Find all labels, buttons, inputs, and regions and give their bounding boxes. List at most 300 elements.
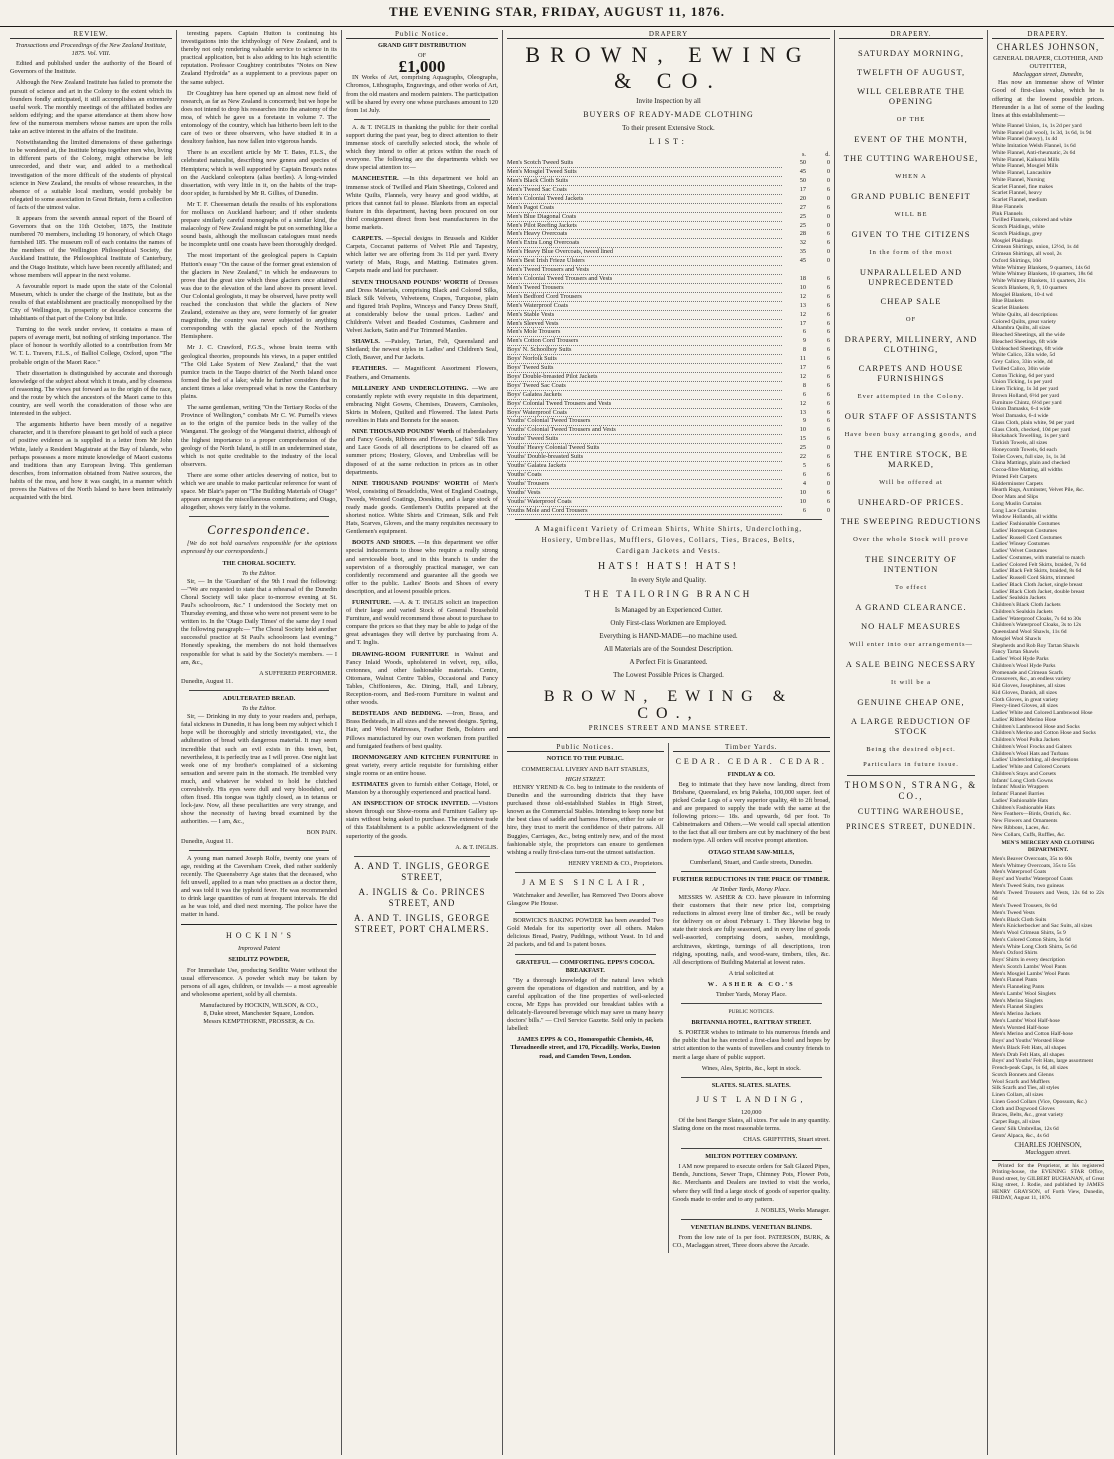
sale-announcement bbox=[839, 48, 983, 770]
hats-sub: In every Style and Quality. bbox=[630, 576, 707, 585]
brown-ewing-footer: BROWN, EWING & CO., bbox=[543, 687, 794, 722]
list-title: LIST: bbox=[649, 137, 688, 147]
johnson-item: Linen Ticking, 1s 3d per yard bbox=[992, 386, 1059, 393]
johnson-item: Cotton Ticking, 6d per yard bbox=[992, 372, 1054, 379]
sale-line: To effect bbox=[894, 584, 928, 592]
johnson-item: White Flannel (all wool), 1s 3d, 1s 6d, 1s 9d bbox=[992, 129, 1092, 136]
johnson-item: Men's Drab Felt Hats, all shapes bbox=[992, 1051, 1065, 1058]
hats: HATS! HATS! HATS! bbox=[597, 561, 739, 573]
buyers: BUYERS OF READY-MADE CLOTHING bbox=[583, 110, 754, 120]
johnson-item: Mosgiel Blankets, 10-4 wd bbox=[992, 291, 1053, 298]
asher-body: MESSRS W. ASHER & CO. have pleasure in informing their customers that their new price list, comprising reductions in almost every line of timber &c., will be ready for delivery on or about February 1. They likewise beg to state their stock are fully seasoned, and in every line of goods well-assorted, comprising doors, sashes, mouldings, architraves, skirtings, turnings of all descriptions, iron ridging, spouting, nails, and wood-ware, timbers, tiles, &c. All descriptions of Building Material at lowest rates. bbox=[672, 893, 830, 966]
letter-title: ADULTERATED BREAD. bbox=[222, 694, 296, 702]
johnson-item: Children's Wool Hats and Turbans bbox=[992, 750, 1069, 757]
review-paragraph: There are some other articles deserving of notice, but to which we are unable to make particular reference for want of space. Mr Blair's paper on "The Building Materials of Otago" appears amongst the miscellaneous contributions; and Otago, altogether, shows very fairly in the volume. bbox=[181, 471, 337, 512]
review-paragraph: The arguments hitherto have been mostly of a negative character, and it is therefore pleasant to get hold of such a piece of positive evidence as is supplied in a letter from Mr John White, lately a Resident Magistrate at the Bay of Islands, who perhaps possesses a more minute knowledge of Maori customs and traditions than any European living. This gentleman describes, from information obtained from Native sources, the habits of the moa, and how it was caught, in a manner which proves the Natives of the North Island to have been intimately acquainted with the bird. bbox=[10, 421, 172, 502]
hotel-sign: Wines, Ales, Spirits, &c., kept in stock. bbox=[701, 1064, 801, 1072]
sale-line: Will be offered at bbox=[879, 479, 943, 487]
stables-sign: HENRY YREND & CO., Proprietors. bbox=[568, 859, 664, 867]
sale-line: WILL BE bbox=[894, 211, 928, 219]
timber-head: Timber Yards. bbox=[673, 743, 831, 752]
hockin-maker: Manufactured by HOCKIN, WILSON, & CO., bbox=[199, 1001, 319, 1009]
sale-line: EVENT OF THE MONTH, bbox=[854, 134, 968, 145]
price-row: Men's Extra Long Overcoats 32 6 bbox=[507, 239, 830, 247]
hockin-name: H O C K I N ' S bbox=[226, 931, 292, 941]
johnson-item: White Quilts, all descriptions bbox=[992, 311, 1058, 318]
hockin-desc: For Immediate Use, producing Seidlitz Water without the usual effervescence. A powder which may be taken by persons of all ages, children, or invalids — a most agreeable and wholesome aperient, sold by all chemists. bbox=[181, 966, 337, 998]
department: DRAWING-ROOM FURNITURE in Walnut and Fancy Inlaid Woods, upholstered in velvet, rep, silks, cretonnes, and other fashionable materials. Centre, Ottomans, Walnut Centre Tables, Occasional and Fancy Tables, Chiffonieres, &c. Dining, Hall, and Library, Reception-room, and Bed-room Furniture in walnut and other woods. bbox=[346, 650, 498, 707]
inglis-signature: A. & T. INGLIS. bbox=[455, 843, 498, 851]
johnson-item: Kid Gloves, Josephines, all sizes bbox=[992, 683, 1066, 690]
price-row: Youths' Galatea Jackets 5 6 bbox=[507, 462, 830, 469]
brown-ewing-title: BROWN, EWING & CO. bbox=[525, 42, 812, 94]
column-drapery bbox=[503, 30, 835, 1455]
johnson-item: New Flowers and Ornaments bbox=[992, 818, 1058, 825]
johnson-item: Union Ticking, 1s per yard bbox=[992, 379, 1053, 386]
epps-sign: JAMES EPPS & CO., Homœopathic Chemists, 48, Threadneedle street, and 170, Piccadilly. Works, Euston road, and Camden Town, London. bbox=[510, 1036, 661, 1060]
johnson-item: Ladies' Wool Hyde Parks bbox=[992, 656, 1049, 663]
price-row: Men's Mosgiel Tweed Suits 45 0 bbox=[507, 168, 830, 176]
johnson-item: White Whitney Blankets, 9 quarters, 14s 6d bbox=[992, 264, 1090, 271]
sale-line: THE ENTIRE STOCK, BE MARKED, bbox=[854, 449, 968, 470]
johnson-item: Glass Cloth, plain white, 9d per yard bbox=[992, 419, 1075, 426]
johnson-item: Mosgiel Plaidings bbox=[992, 237, 1033, 244]
johnson-item: Ladies' Ribbed Merino Hose bbox=[992, 716, 1057, 723]
notice-title: NOTICE TO THE PUBLIC. bbox=[546, 754, 624, 762]
department: NINE THOUSAND POUNDS' Worth of Haberdashery and Fancy Goods, Ribbons and Flowers, Ladies' Silk Ties and Lace Goods of all descriptions to be cleared off as summer prices; Hosiery, Gloves, and Umbrellas will be disposed of at the same reduction in prices as in other departments. bbox=[346, 428, 498, 476]
johnson-item: Fancy Tartan Shawls bbox=[992, 649, 1039, 656]
johnson-item: Ladies' Sealskin Jackets bbox=[992, 595, 1046, 602]
price-row: Youths' Waterproof Coats 10 6 bbox=[507, 497, 830, 505]
johnson-item: Door Mats and Slips bbox=[992, 494, 1039, 501]
department: MILLINERY AND UNDERCLOTHING. —We are constantly replete with every requisite in this department, embracing Night Gowns, Chemises, Drawers, Camisoles, Skirts in Moleen, Quilted and Flowered. The latest Paris novelties in Hats and Bonnets for the season. bbox=[346, 384, 498, 425]
johnson-item: Scotch Blankets, 8, 9, 10 quarters bbox=[992, 284, 1068, 291]
sale-line: SATURDAY MORNING, bbox=[857, 48, 965, 59]
johnson-item: Men's Merino Singlets bbox=[992, 997, 1043, 1004]
johnson-item: Men's Flannel Pants bbox=[992, 977, 1038, 984]
price-row: Men's Tweed Trousers 10 6 bbox=[507, 283, 830, 291]
price-row: Boys' N. Schoolboy Suits 8 6 bbox=[507, 346, 830, 354]
review-paragraph: There is an excellent article by Mr T. Bates, F.L.S., the celebrated naturalist, describing new genera and species of Hemiptera; which is well supported by Captain Broun's notes on the Auckland coleoptera (alias beetles). A long-winded dissertation, with very little in it, on the habits of the trap-door spider, is furnished by Mr R. Gillies, of Dunedin. bbox=[181, 149, 337, 197]
johnson-item: Children's Sealskin Jackets bbox=[992, 608, 1053, 615]
epps-title: GRATEFUL — COMFORTING. EPPS'S COCOA. BREAKFAST. bbox=[515, 958, 655, 974]
johnson-item: Men's Lambs' Wool Half-hose bbox=[992, 1017, 1060, 1024]
price-row: Men's Best Irish Frieze Ulsters 45 0 bbox=[507, 257, 830, 265]
johnson-item: Unbleached Sheetings, 6ft wide bbox=[992, 345, 1064, 352]
johnson-item: Boys' and Youths' Felt Hats, large assortment bbox=[992, 1058, 1094, 1065]
columns bbox=[6, 30, 1108, 1455]
lower-right-notices bbox=[669, 743, 831, 1254]
sale-line: A GRAND CLEARANCE. bbox=[855, 602, 967, 613]
price-row: Youths' Double-breasted Suits 22 6 bbox=[507, 453, 830, 461]
johnson-item: Linen Collars, all sizes bbox=[992, 1092, 1044, 1099]
johnson-item: Boys' and Youths' Worsted Hose bbox=[992, 1038, 1065, 1045]
johnson-item: Men's Wool Crimean Shirts, 5s 9 bbox=[992, 930, 1066, 937]
review-continued: teresting papers. Captain Hutton is continuing his investigations into the ichthyology of New Zealand, and is thereby not only rendering valuable service to science in its practical application, but is also adding to his high scientific reputation. Professor Coughtrey contributes "Notes on New Zealand Hydroida" as a supplement to a previous paper on the same subject. bbox=[181, 30, 337, 86]
correspondence-title: Correspondence. bbox=[207, 522, 311, 538]
gift-amount: £1,000 bbox=[398, 57, 446, 77]
johnson-item: White Flannel (heavy), 1s 4d bbox=[992, 136, 1058, 143]
johnson-item: Children's Waterproof Cloaks, 3s to 12s bbox=[992, 622, 1082, 629]
sale-line: UNHEARD-OF PRICES. bbox=[857, 497, 965, 508]
tailoring-lines: Is Managed by an Experienced Cutter. Only First-class Workmen are Employed. Everything is HAND-MADE—no machine used. All Materials are of the Soundest Description. A Perfect Fit is Guaranteed. The Lowest Possible Prices is Charged. bbox=[599, 605, 738, 679]
sale-line: CARPETS AND HOUSE FURNISHINGS bbox=[858, 363, 964, 384]
price-row: Men's Heavy Blue Overcoats, tweed lined 35 0 bbox=[507, 248, 830, 256]
johnson-item: China Mattings, plain and checked bbox=[992, 460, 1070, 467]
invite: Invite Inspection by all bbox=[636, 97, 701, 106]
johnson-item: Grey Calico, 33in wide, 4d bbox=[992, 359, 1053, 366]
price-row: Men's Scotch Tweed Suits 50 0 bbox=[507, 159, 830, 167]
johnson-item: Promenade and Crimean Scarfs bbox=[992, 669, 1063, 676]
inglis-address: A. AND T. INGLIS, GEORGE STREET, PORT CHALMERS. bbox=[354, 912, 490, 934]
johnson-item: Long Muslin Curtains bbox=[992, 500, 1042, 507]
johnson-item: Shepherds and Rob Roy Tartan Shawls bbox=[992, 642, 1080, 649]
johnson-item: White Flannel, Anti-rheumatic, 2s 6d bbox=[992, 149, 1076, 156]
sale-line: It will be a bbox=[891, 679, 931, 687]
johnson-item: Men's Tweed Suits, two guineas bbox=[992, 882, 1064, 889]
sale-line: GRAND PUBLIC BENEFIT bbox=[851, 191, 971, 202]
cedar-title: CEDAR. CEDAR. CEDAR. bbox=[675, 756, 827, 766]
price-row: Men's Pilot Reefing Jackets 25 0 bbox=[507, 221, 830, 229]
johnson-item: Men's Mosgiel Lambs' Wool Pants bbox=[992, 970, 1070, 977]
letter-sign: BON PAIN. bbox=[306, 829, 337, 837]
lower-notices bbox=[507, 743, 830, 1254]
johnson-item: Ladies' Black Cloth Jacket, double breast bbox=[992, 588, 1085, 595]
johnson-item: Infants' Muslin Wrappers bbox=[992, 784, 1049, 791]
department: FEATHERS. — Magnificent Assortment Flowers, Feathers, and Ornaments. bbox=[346, 365, 498, 381]
column-public-notice bbox=[342, 30, 503, 1455]
column-review bbox=[6, 30, 177, 1455]
letter-sign: A SUFFERED PERFORMER. bbox=[259, 669, 337, 677]
slates-desc: Of the best Bangor Slates, all sizes. For sale in any quantity. Slating done on the most reasonable terms. bbox=[672, 1116, 830, 1132]
blinds-title: VENETIAN BLINDS. VENETIAN BLINDS. bbox=[690, 1223, 812, 1231]
review-paragraph: Mr T. F. Cheeseman details the results of his explorations for molluscs on Auckland harbour; and if other students prepare similarly careful monographs of a similar kind, the malacology of New Zealand might be put on something like a sound basis, although the molluscan catalogues must needs be incomplete until one coasts have been thoroughly dredged. bbox=[181, 200, 337, 249]
price-row: Men's Bedford Cord Trousers 12 6 bbox=[507, 292, 830, 300]
johnson-item: Braces, Belts, &c., great variety bbox=[992, 1112, 1064, 1119]
johnson-item: Men's Flannel Singlets bbox=[992, 1004, 1044, 1011]
price-row: Men's Heavy Overcoats 28 6 bbox=[507, 230, 830, 238]
johnson-item: Ladies' Fashionable Hats bbox=[992, 797, 1049, 804]
johnson-item: Infants' Flannel Barries bbox=[992, 791, 1045, 798]
sale-line: THE SINCERITY OF INTENTION bbox=[865, 554, 957, 575]
hotel-body: S. PORTER wishes to intimate to his numerous friends and the public that he has erected a first-class hotel and hopes by strict attention to the wants of travellers and country friends to merit a large share of public support. bbox=[672, 1029, 830, 1061]
johnson-item: Ladies' Velvet Costumes bbox=[992, 548, 1047, 555]
johnson-item: Men's Knickerbocker and Sac Suits, all sizes bbox=[992, 923, 1093, 930]
johnson-item: Ladies' Fashionable Costumes bbox=[992, 521, 1060, 528]
sale-line: GENUINE CHEAP ONE, bbox=[857, 697, 965, 708]
johnson-item: Children's Wool Hyde Parks bbox=[992, 662, 1056, 669]
johnson-item: Huckaback Towelling, 1s per yard bbox=[992, 433, 1069, 440]
sale-line: TWELFTH OF AUGUST, bbox=[856, 67, 966, 78]
johnson-item: Gents' Silk Umbrellas, 12s 6d bbox=[992, 1125, 1059, 1132]
johnson-item: Cloth and Dogwood Gloves bbox=[992, 1105, 1055, 1112]
gift-title: GRAND GIFT DISTRIBUTION bbox=[377, 42, 467, 50]
review-paragraph: Their dissertation is distinguished by accurate and thorough knowledge of the subject about which it treats, and by closeness of reasoning. The views put forward as to the origin of the race, and the route by which the ancestors of the Maori came to this country, are well worth the consideration of those who are interested in the subject. bbox=[10, 369, 172, 418]
sale-line: A SALE BEING NECESSARY bbox=[845, 659, 977, 670]
johnson-title: GENERAL DRAPER, CLOTHIER, AND OUTFITTER, bbox=[993, 55, 1103, 71]
johnson-item: Queensland Wool Shawls, 11s 6d bbox=[992, 629, 1067, 636]
johnson-name: CHARLES JOHNSON, bbox=[996, 42, 1100, 53]
johnson-item: Ladies' Russell Cord Skirts, trimmed bbox=[992, 575, 1075, 582]
price-row: Men's Colonial Tweed Jackets 20 0 bbox=[507, 194, 830, 202]
clothing-price-list: s. d. Men's Scotch Tweed Suits 50 0 Men's Mosgiel Tweed Suits 45 0 Men's Black Cloth Suits 50 0 Men's Tweed Sac Coats 17 6 Men's Colonial Tweed Jackets 20 0 Men's Pagot Coats 27 6 Men's Blue Diagonal Coats 25 0 Men's Pilot Reefing Jackets 25 0 Men's Heavy Overcoats 28 6 Men's Extra Long Overcoats 32 6 Men's Heavy Blue Overcoats, tweed lined 35 0 Men's Best Irish Frieze Ulsters 45 0 Men's Tweed Trousers and Vests Men's Colonial Tweed Trousers and Vests 18 6 Men's Tweed Trousers 10 6 Men's Bedford Cord Trousers 12 6 Men's Waterproof Coats 13 6 Men's Stable Vests 12 6 Men's Sleeved Vests 17 6 Men's Mole Trousers 6 6 Men's Cotton Cord Trousers 9 6 Boys' N. Schoolboy Suits 8 6 Boys' Norfolk Suits 11 6 Boys' Tweed Suits 17 6 Boys' Double-breasted Pilot Jackets 12 6 Boys' Tweed Sac Coats 8 6 Boys' Galatea Jackets 6 6 Boys' Colonial Tweed Trousers and Vests 12 6 Boys' Waterproof Coats 13 6 Youths' Colonial Tweed Trousers 9 6 Youths' Colonial Tweed Trousers and Vests 10 6 Youths' Tweed Suits 15 6 Youths' Heavy Colonial Tweed Suits 25 0 Youths' Double-breasted Suits 22 6 Youths' Galatea Jackets 5 6 Youths' Coats 6 6 Youths' Trousers 4 0 Youths' Vests 10 6 Youths' Waterproof Coats 10 6 Youths Mole and Cord Trousers 6 0 bbox=[507, 151, 830, 514]
johnson-item: Scotch Plaidings, white bbox=[992, 224, 1045, 231]
johnson-item: Kidderminster Carpets bbox=[992, 480, 1043, 487]
johnson-sign-address: Maclaggan street. bbox=[1025, 1149, 1071, 1157]
johnson-items bbox=[992, 123, 1104, 1140]
department: SHAWLS. —Paisley, Tartan, Felt, Queensland and Shetland; the newest styles in Ladies' and Children's Seal, Cloth, Beaver, and Fur Jackets. bbox=[346, 338, 498, 362]
johnson-item: Fleecy-lined Gloves, all sizes bbox=[992, 703, 1058, 710]
johnson-item: Furniture Chintz, 6½d per yard bbox=[992, 399, 1062, 406]
inglis-address: A. INGLIS & Co. PRINCES STREET, AND bbox=[358, 886, 486, 908]
sale-line: In the form of the most bbox=[869, 249, 953, 257]
johnson-item: Twilled Calico, 30in wide bbox=[992, 365, 1051, 372]
johnson-item: Men's Beaver Overcoats, 35s to 60s bbox=[992, 855, 1073, 862]
sinclair-body: Watchmaker and Jeweller, has Removed Two Doors above Glasgow Pie House. bbox=[507, 891, 664, 908]
johnson-item: Children's Wool Polka Jackets bbox=[992, 737, 1060, 744]
johnson-item: Ladies' Costumes, with material to match bbox=[992, 554, 1085, 561]
epps-body: "By a thorough knowledge of the natural laws which govern the operations of digestion and nutrition, and by a careful application of the fine properties of well-selected cocoa, Mr Epps has provided our breakfast tables with a delicately-flavoured beverage which may save us many heavy doctors' bills." — Civil Service Gazette. Sold only in packets labelled: bbox=[507, 976, 664, 1033]
asher-name: W. ASHER & CO.'S bbox=[707, 980, 795, 988]
johnson-item: Men's White Long Cloth Shirts, 5s 6d bbox=[992, 943, 1077, 950]
johnson-item: Cocoa-fibre Matting, all widths bbox=[992, 467, 1063, 474]
johnson-address: Maclaggan street, Dunedin, bbox=[1012, 71, 1084, 79]
johnson-item: White Whitney Blankets, 10 quarters, 18s 6d bbox=[992, 271, 1093, 278]
johnson-item: Children's Lambswool Hose and Socks bbox=[992, 723, 1080, 730]
johnson-item: White Flannel Union, 1s, 1s 2d per yard bbox=[992, 122, 1082, 129]
johnson-item: Men's Black Felt Hats, all shapes bbox=[992, 1044, 1067, 1051]
letter-body: Sir, — Drinking in my duty to your readers and, perhaps, fatal sickness in Dunedin, it has long been my subject which I hope will be thoroughly and strictly investigated, viz., the adulteration of bread with dangerous material. It may seem incredible that such an evil exists in this town, but, nevertheless, it is perfectly true as I will prove. One night last week one of my brother's complained of a sickening sensation and severe pain in the stomach. He trembled very much, and whatever he wished to hold he clutched convulsively. His eyes were dull and very bloodshot, and often fixed. His tongue was tightly closed, as in tetanus or lock-jaw. Now, all these peculiarities are very strange, and show the necessity of having bread examined by the authorities. — I am, &c., bbox=[181, 713, 337, 826]
johnson-item: Children's Fashionable Hats bbox=[992, 804, 1055, 811]
johnson-item: Carpet Bags, all sizes bbox=[992, 1119, 1041, 1126]
lower-left-notices bbox=[507, 743, 669, 1254]
price-row: Men's Pagot Coats 27 6 bbox=[507, 203, 830, 211]
johnson-item: Bleached Sheetings, 6ft wide bbox=[992, 338, 1058, 345]
johnson-item: New Collars, Cuffs, Ruffles, &c. bbox=[992, 831, 1066, 838]
blinds-body: From the low rate of 1s per foot. PATERSON, BURK, & CO., Maclaggan street, Three doors above the Arcade. bbox=[672, 1233, 830, 1250]
johnson-item: Window Hollands, all widths bbox=[992, 514, 1058, 521]
johnson-item: Linen Good Collars (Vice, Opossum, &c.) bbox=[992, 1098, 1087, 1105]
tailoring-title: THE TAILORING BRANCH bbox=[584, 588, 753, 599]
drapery-head: DRAPERY bbox=[507, 30, 830, 39]
sale-line: OF THE bbox=[896, 116, 926, 124]
asher-where: Timber Yards, Moray Place. bbox=[715, 990, 787, 998]
johnson-item: White Flannel, Lancashire bbox=[992, 170, 1052, 177]
price-row: Youths' Heavy Colonial Tweed Suits 25 0 bbox=[507, 444, 830, 452]
johnson-item: Men's Flanneling Pants bbox=[992, 984, 1045, 991]
johnson-item: Men's Colored Cotton Shirts, 3s 6d bbox=[992, 936, 1071, 943]
review-paragraph: Mr J. C. Crawford, F.G.S., whose brain teems with geological theories, propounds his views, in a paper entitled "The Old Lake System of New Zealand," that the vast pumice tracts in the Taupo district of the North Island once formed the bed of a lake; while he further considers that in ancient times a lake overspread what is now the Canterbury plains. bbox=[181, 344, 337, 401]
department: BOOTS AND SHOES. —In this department we offer special inducements to those who require a really strong and serviceable boot, and in this branch is under the supervision of a thoroughly practical manager, we can confidently recommend and guarantee all the goods we offer to the public. Ladies' Boots and Shoes of every description, and at lowest possible prices. bbox=[346, 539, 498, 595]
johnson-item: Men's Worsted Half-hose bbox=[992, 1024, 1049, 1031]
public-notices-head: Public Notices. bbox=[507, 743, 664, 752]
johnson-item: Men's Black Cloth Suits bbox=[992, 916, 1047, 923]
drapery-head-3: DRAPERY. bbox=[992, 30, 1104, 39]
asher-trial: A trial solicited at bbox=[728, 969, 774, 977]
firm-name: THOMSON, STRANG, & CO., bbox=[844, 780, 978, 802]
pottery-sign: J. NOBLES, Works Manager. bbox=[755, 1206, 830, 1214]
review-paragraph: Edited and published under the authority of the Board of Governors of the Institute. bbox=[10, 60, 172, 76]
johnson-item: MEN'S MERCERY AND CLOTHING DEPARTMENT. bbox=[1001, 840, 1095, 854]
price-row: Men's Black Cloth Suits 50 0 bbox=[507, 177, 830, 184]
johnson-item: White Flannel, Mosgiel Mills bbox=[992, 163, 1059, 170]
firm-address: PRINCES STREET, DUNEDIN. bbox=[845, 822, 977, 832]
review-paragraph: Notwithstanding the limited dimensions of these gatherings to be wondered at, the Institute brings together men who, living in different parts of the Colony, might otherwise be left unrecorded, and their war, and added to a methodical investigation of the more difficult of the students of physical science in New Zealand, the results of whose researches, in the absence of a suitable local medium, would probably be relegated to some association in Great Britain, form a collection of facts of the utmost value. bbox=[10, 139, 172, 211]
johnson-item: Wool Damasks, 6-4 wide bbox=[992, 413, 1049, 420]
sale-line: Over the whole Stock will prove bbox=[853, 536, 969, 544]
department: IRONMONGERY AND KITCHEN FURNITURE in great variety, every article requisite for furnishing either single rooms or an entire house. bbox=[346, 753, 498, 777]
johnson-item: Oxford Shirtings, 10d bbox=[992, 257, 1041, 264]
stables-street: HIGH STREET. bbox=[565, 775, 606, 783]
johnson-item: Hearth Rugs, Axminster, Velvet Pile, &c. bbox=[992, 487, 1085, 494]
slates-quantity: 120,000 bbox=[741, 1108, 762, 1116]
review-paragraph: The most important of the geological papers is Captain Hutton's essay "On the cause of the former great extension of the glaciers in New Zealand," in which he endeavours to prove that the great size which those glaciers once attained was due to the elevation of the land above its present level. Our Colonial geologists, it may be observed, have pretty well reached the conclusion that while the glaciers of New Zealand, extensive as they are, were formerly of far greater magnitude, the country was never subjected to anything corresponding with the glacial epoch of the Northern Hemisphere. bbox=[181, 252, 337, 341]
review-paragraph: Although the New Zealand Institute has failed to promote the pursuit of science and art in the Colony to the extent which its founders fondly anticipated, it still accomplishes an extremely useful work. The monthly meetings of the affiliated bodies are seldom edifying; and the sparse attendance at them show how few of the numerous members whose names are upon the rolls take an active interest in the affairs of the Institute. bbox=[10, 79, 172, 136]
hotel-head: PUBLIC NOTICES. bbox=[728, 1009, 775, 1016]
johnson-item: Men's Oxford Shirts bbox=[992, 950, 1038, 957]
johnson-item: Turkish Towels, all sizes bbox=[992, 440, 1048, 447]
johnson-item: Boys' Shirts in every description bbox=[992, 957, 1065, 964]
price-row: Men's Mole Trousers 6 6 bbox=[507, 328, 830, 336]
department: BEDSTEADS AND BEDDING. —Iron, Brass, and Brass Bedsteads, in all sizes and the newest designs. Spring, Hair, and Wool Mattresses, Feather Beds, Bolsters and Pillows manufactured by our own workmen from purified and fumigated feathers of best quality. bbox=[346, 710, 499, 750]
pottery-title: MILTON POTTERY COMPANY. bbox=[705, 1153, 798, 1161]
department: MANCHESTER. —In this department we hold an immense stock of Twilled and Plain Sheetings, Colored and White Quilts, Flannels, very heavy and good widths, at prices that cannot fail to please. Blankets from an especial feature in this department, having been procured on our third consignment direct from best manufacturers in the home markets. bbox=[346, 175, 498, 231]
price-row: Youths' Coats 6 6 bbox=[507, 470, 830, 478]
johnson-item: Twilled Flannels, colored and white bbox=[992, 217, 1073, 224]
johnson-item: Bleached Sheetings, all the wide bbox=[992, 332, 1065, 339]
department: ESTIMATES given to furnish either Cottage, Hotel, or Mansion by a thoroughly experienced and practical hand. bbox=[346, 780, 498, 797]
review-paragraph: The same gentleman, writing "On the Tertiary Rocks of the Province of Wellington," combats Mr C. W. Purnell's views as to the origin of the pumice beds in the valley of the Wanganui. The geology of the Wanganui district, although of the highest importance to a proper comprehension of the geology of the North Island, is still in an undetermined state, which is not quite creditable to the industry of the local observers. bbox=[181, 404, 337, 468]
johnson-item: Men's Scotch Lambs' Wool Pants bbox=[992, 963, 1067, 970]
brown-ewing-address: PRINCES STREET AND MANSE STREET. bbox=[588, 723, 749, 732]
johnson-item: Alhambra Quilts, all sizes bbox=[992, 325, 1051, 332]
johnson-item: Children's Wool Frocks and Gaiters bbox=[992, 743, 1072, 750]
johnson-item: Children's Stays and Corsets bbox=[992, 770, 1056, 777]
johnson-item: Crimean Shirtings, union, 12½d, 1s 4d bbox=[992, 244, 1079, 251]
johnson-item: Glass Cloth, checked, 10d per yard bbox=[992, 426, 1071, 433]
present-stock: To their present Extensive Stock. bbox=[622, 124, 715, 133]
price-row: Men's Blue Diagonal Coats 25 0 bbox=[507, 212, 830, 220]
correspondence-note: [We do not hold ourselves responsible for the opinions expressed by our correspondents.] bbox=[181, 540, 337, 556]
johnson-item: Ladies' Waterproof Cloaks, 7s 6d to 30s bbox=[992, 615, 1082, 622]
gift-of: OF bbox=[417, 52, 427, 60]
johnson-item: Men's Lambs' Wool Singlets bbox=[992, 990, 1056, 997]
hockin-product: SEIDLITZ POWDER, bbox=[228, 956, 290, 964]
sale-line: Ever attempted in the Colony. bbox=[857, 393, 965, 401]
johnson-item: French-peak Caps, 1s 6d, all sizes bbox=[992, 1065, 1068, 1072]
sale-line: OF bbox=[905, 316, 917, 324]
johnson-item: Gents' Alpaca, &c., 4s 6d bbox=[992, 1132, 1049, 1139]
johnson-item: New Ribbons, Laces, &c. bbox=[992, 824, 1050, 831]
johnson-item: White Whitney Blankets, 11 quarters, 21s bbox=[992, 278, 1086, 285]
firm-name-2: CUTTING WAREHOUSE, bbox=[857, 807, 965, 817]
johnson-item: Kid Gloves, Danish, all sizes bbox=[992, 689, 1057, 696]
johnson-item: Children's Merino and Cotton Hose and Socks bbox=[992, 730, 1096, 737]
sale-line: GIVEN TO THE CITIZENS bbox=[851, 229, 971, 240]
sale-line: WHEN A bbox=[895, 173, 927, 181]
review-head: REVIEW. bbox=[10, 30, 172, 39]
johnson-item: White Imitation Welsh Flannel, 1s 6d bbox=[992, 143, 1076, 150]
drapery-head-2: DRAPERY. bbox=[839, 30, 983, 39]
johnson-item: Honeycomb Towels, 6d each bbox=[992, 446, 1057, 453]
johnson-item: Brown Holland, 6½d per yard bbox=[992, 392, 1060, 399]
price-row: Men's Waterproof Coats 13 6 bbox=[507, 301, 830, 309]
news-item: A young man named Joseph Rolfe, twenty one years of age, residing at the Caversham Creek, died rather suddenly recently. The Queensberry Age states that the deceased, who felt unwell, applied to a man who practises as a doctor there, and was told it was the typhoid fever. He was recommended to drink large quantities of rum at frequent intervals. He did as he was told, and died next morning. The police have the matter in hand. bbox=[181, 854, 337, 919]
review-title: Transactions and Proceedings of the New Zealand Institute, 1875. Vol. VIII. bbox=[15, 42, 167, 58]
sale-line: NO HALF MEASURES bbox=[860, 621, 962, 632]
inglis-intro: A. & T. INGLIS in thanking the public for their cordial support during the past year, beg to direct attention to their immense stock of carefully selected stock, the whole of which they intend to offer at prices within the reach of everyone. The following are the departments which we draw special attention to:— bbox=[346, 123, 498, 172]
johnson-item: Ladies' Underclothing, all descriptions bbox=[992, 757, 1079, 764]
johnson-item: Wool Scarfs and Mufflers bbox=[992, 1078, 1050, 1085]
price-row: Boys' Norfolk Suits 11 6 bbox=[507, 355, 830, 363]
price-row: Youths' Vests 10 6 bbox=[507, 488, 830, 496]
hockin-agents: Messrs KEMPTHORNE, PROSSER, & Co. bbox=[203, 1018, 315, 1026]
johnson-item: Scarlet Flannel, fine makes bbox=[992, 183, 1053, 190]
department: NINE THOUSAND POUNDS' WORTH of Men's Wool, consisting of Broadcloths, West of England Coatings, Tweeds, Worsted Coatings, Doeskins, and a large stock of ready made goods. Gentlemen's Outfits prepared at the shortest notice. White Shirts and Crimean, Silk and Felt Hats, Scarves, Gloves, and the many requisites necessary to Gentlemen's equipment. bbox=[346, 479, 499, 536]
sale-line: WILL CELEBRATE THE OPENING bbox=[857, 86, 965, 107]
masthead: THE EVENING STAR, FRIDAY, AUGUST 11, 1876. bbox=[0, 0, 1114, 27]
column-johnson bbox=[988, 30, 1108, 1455]
johnson-item: Blue Flannels bbox=[992, 203, 1023, 210]
review-paragraph: Turning to the work under review, it contains a mass of papers of average merit, but nothing of striking importance. The place of honour is worthily allotted to a contribution from Mr W. T. L. Travers, F.L.S., of Balliol College, Oxford, upon "The probable origin of the Maori Race." bbox=[10, 326, 172, 366]
variety: A Magnificent Variety of Crimean Shirts, White Shirts, Underclothing, Hosiery, Umbrellas, Mufflers, Gloves, Collars, Ties, Braces, Belts, Cardigan Jackets and Vests. bbox=[534, 525, 803, 556]
sale-line: A LARGE REDUCTION OF STOCK bbox=[850, 716, 972, 737]
johnson-item: Children's Black Cloth Jackets bbox=[992, 602, 1061, 609]
johnson-item: Scarlet Flannel, medium bbox=[992, 197, 1047, 204]
department: CARPETS. —Special designs in Brussels and Kidder Carpets, Coccanut patterns of Velvet Pile and Tapestry, which latter we are offering from 3s 11d per yard. Every variety of Mats, Rugs, and Matting. Estimates given. Carpets made and laid for purchaser. bbox=[346, 235, 498, 275]
letter-title: THE CHORAL SOCIETY. bbox=[222, 559, 296, 567]
letter-to: To the Editor. bbox=[242, 705, 276, 713]
sale-line: Being the desired object. bbox=[866, 746, 956, 754]
public-notice-head: Public Notice. bbox=[346, 30, 498, 39]
review-paragraph: It appears from the seventh annual report of the Board of Governors that on the 11th October, 1875, the Institute numbered 70 members, including 19 honorary, of which Otago furnished 185. The museum roll of each contains the names of the members of the Wellington Philosophical Society, the Auckland Institute, the Philosophical Institute of Canterbury, and the Otago Institute, which have been recently affiliated; and whose members will appear in the next volume. bbox=[10, 214, 172, 279]
johnson-item: New Feathers—Birds, Ostrich, &c. bbox=[992, 811, 1071, 818]
sale-line: OUR STAFF OF ASSISTANTS bbox=[844, 411, 978, 422]
price-row: Men's Tweed Sac Coats 17 6 bbox=[507, 185, 830, 193]
sale-line: THE CUTTING WAREHOUSE, bbox=[843, 153, 979, 164]
price-row: Youths' Tweed Suits 15 6 bbox=[507, 435, 830, 443]
price-row: Boys' Colonial Tweed Trousers and Vests 12 6 bbox=[507, 399, 830, 407]
price-row: Boys' Tweed Suits 17 6 bbox=[507, 364, 830, 372]
johnson-item: White Flannel, Kaikorai Mills bbox=[992, 156, 1060, 163]
johnson-item: White Calico, 33in wide, 5d bbox=[992, 352, 1056, 359]
price-row: Men's Tweed Trousers and Vests bbox=[507, 266, 830, 275]
johnson-item: Union Damasks, 6-4 wide bbox=[992, 406, 1051, 413]
borwick-ad: BORWICK'S BAKING POWDER has been awarded Two Gold Medals for its superiority over all others. Makes delicious Bread, Pastry, Puddings, without Yeast. In 1d and 2d packets, and 6d and 1s patent boxes. bbox=[507, 917, 664, 949]
letter-date: Dunedin, August 11. bbox=[181, 837, 233, 845]
column-correspondence bbox=[177, 30, 342, 1455]
reductions-where: At Timber Yards, Moray Place. bbox=[712, 885, 791, 893]
sale-line: Particulars in future issue. bbox=[863, 761, 959, 769]
johnson-item: Pink Flannels bbox=[992, 210, 1023, 217]
price-row: Youths' Colonial Tweed Trousers and Vests 10 6 bbox=[507, 426, 830, 434]
department: SEVEN THOUSAND POUNDS' WORTH of Dresses and Dress Materials, comprising Black and Colored Silks, Black Silk Velvets, Velveteens, Crapes, Turquoise, plain and figured Irish Poplins, Winceys and Fancy Dress Stuff, at considerably below the usual prices. Ladies' and Children's Velvet and Beaded Costumes, Cashmere and Velvet Jackets, Satin and Fur Trimmed Mantles. bbox=[346, 278, 499, 335]
price-row: Boys' Double-breasted Pilot Jackets 12 6 bbox=[507, 372, 830, 380]
johnson-item: Crossovers, &c., an endless variety bbox=[992, 676, 1071, 683]
price-row: Men's Colonial Tweed Trousers and Vests 18 6 bbox=[507, 274, 830, 282]
johnson-item: Men's Waterproof Coats bbox=[992, 869, 1047, 876]
johnson-item: Blue Blankets bbox=[992, 298, 1024, 305]
johnson-item: Ladies' Russell Cord Costumes bbox=[992, 534, 1062, 541]
sale-line: UNPARALLELED AND UNPRECEDENTED bbox=[859, 267, 963, 288]
dept-list bbox=[346, 175, 498, 840]
slates-sign: CHAS. GRIFFITHS, Stuart street. bbox=[743, 1136, 830, 1144]
stables-title: COMMERCIAL LIVERY AND BAIT STABLES, bbox=[521, 765, 649, 773]
price-row: Youths' Colonial Tweed Trousers 9 6 bbox=[507, 417, 830, 425]
johnson-item: Ladies' Winsey Costumes bbox=[992, 541, 1050, 548]
johnson-item: Men's Tweed Trousers and Vests, 12s 6d to 22s 6d bbox=[992, 889, 1104, 903]
sinclair-name: JAMES SINCLAIR, bbox=[522, 877, 649, 887]
